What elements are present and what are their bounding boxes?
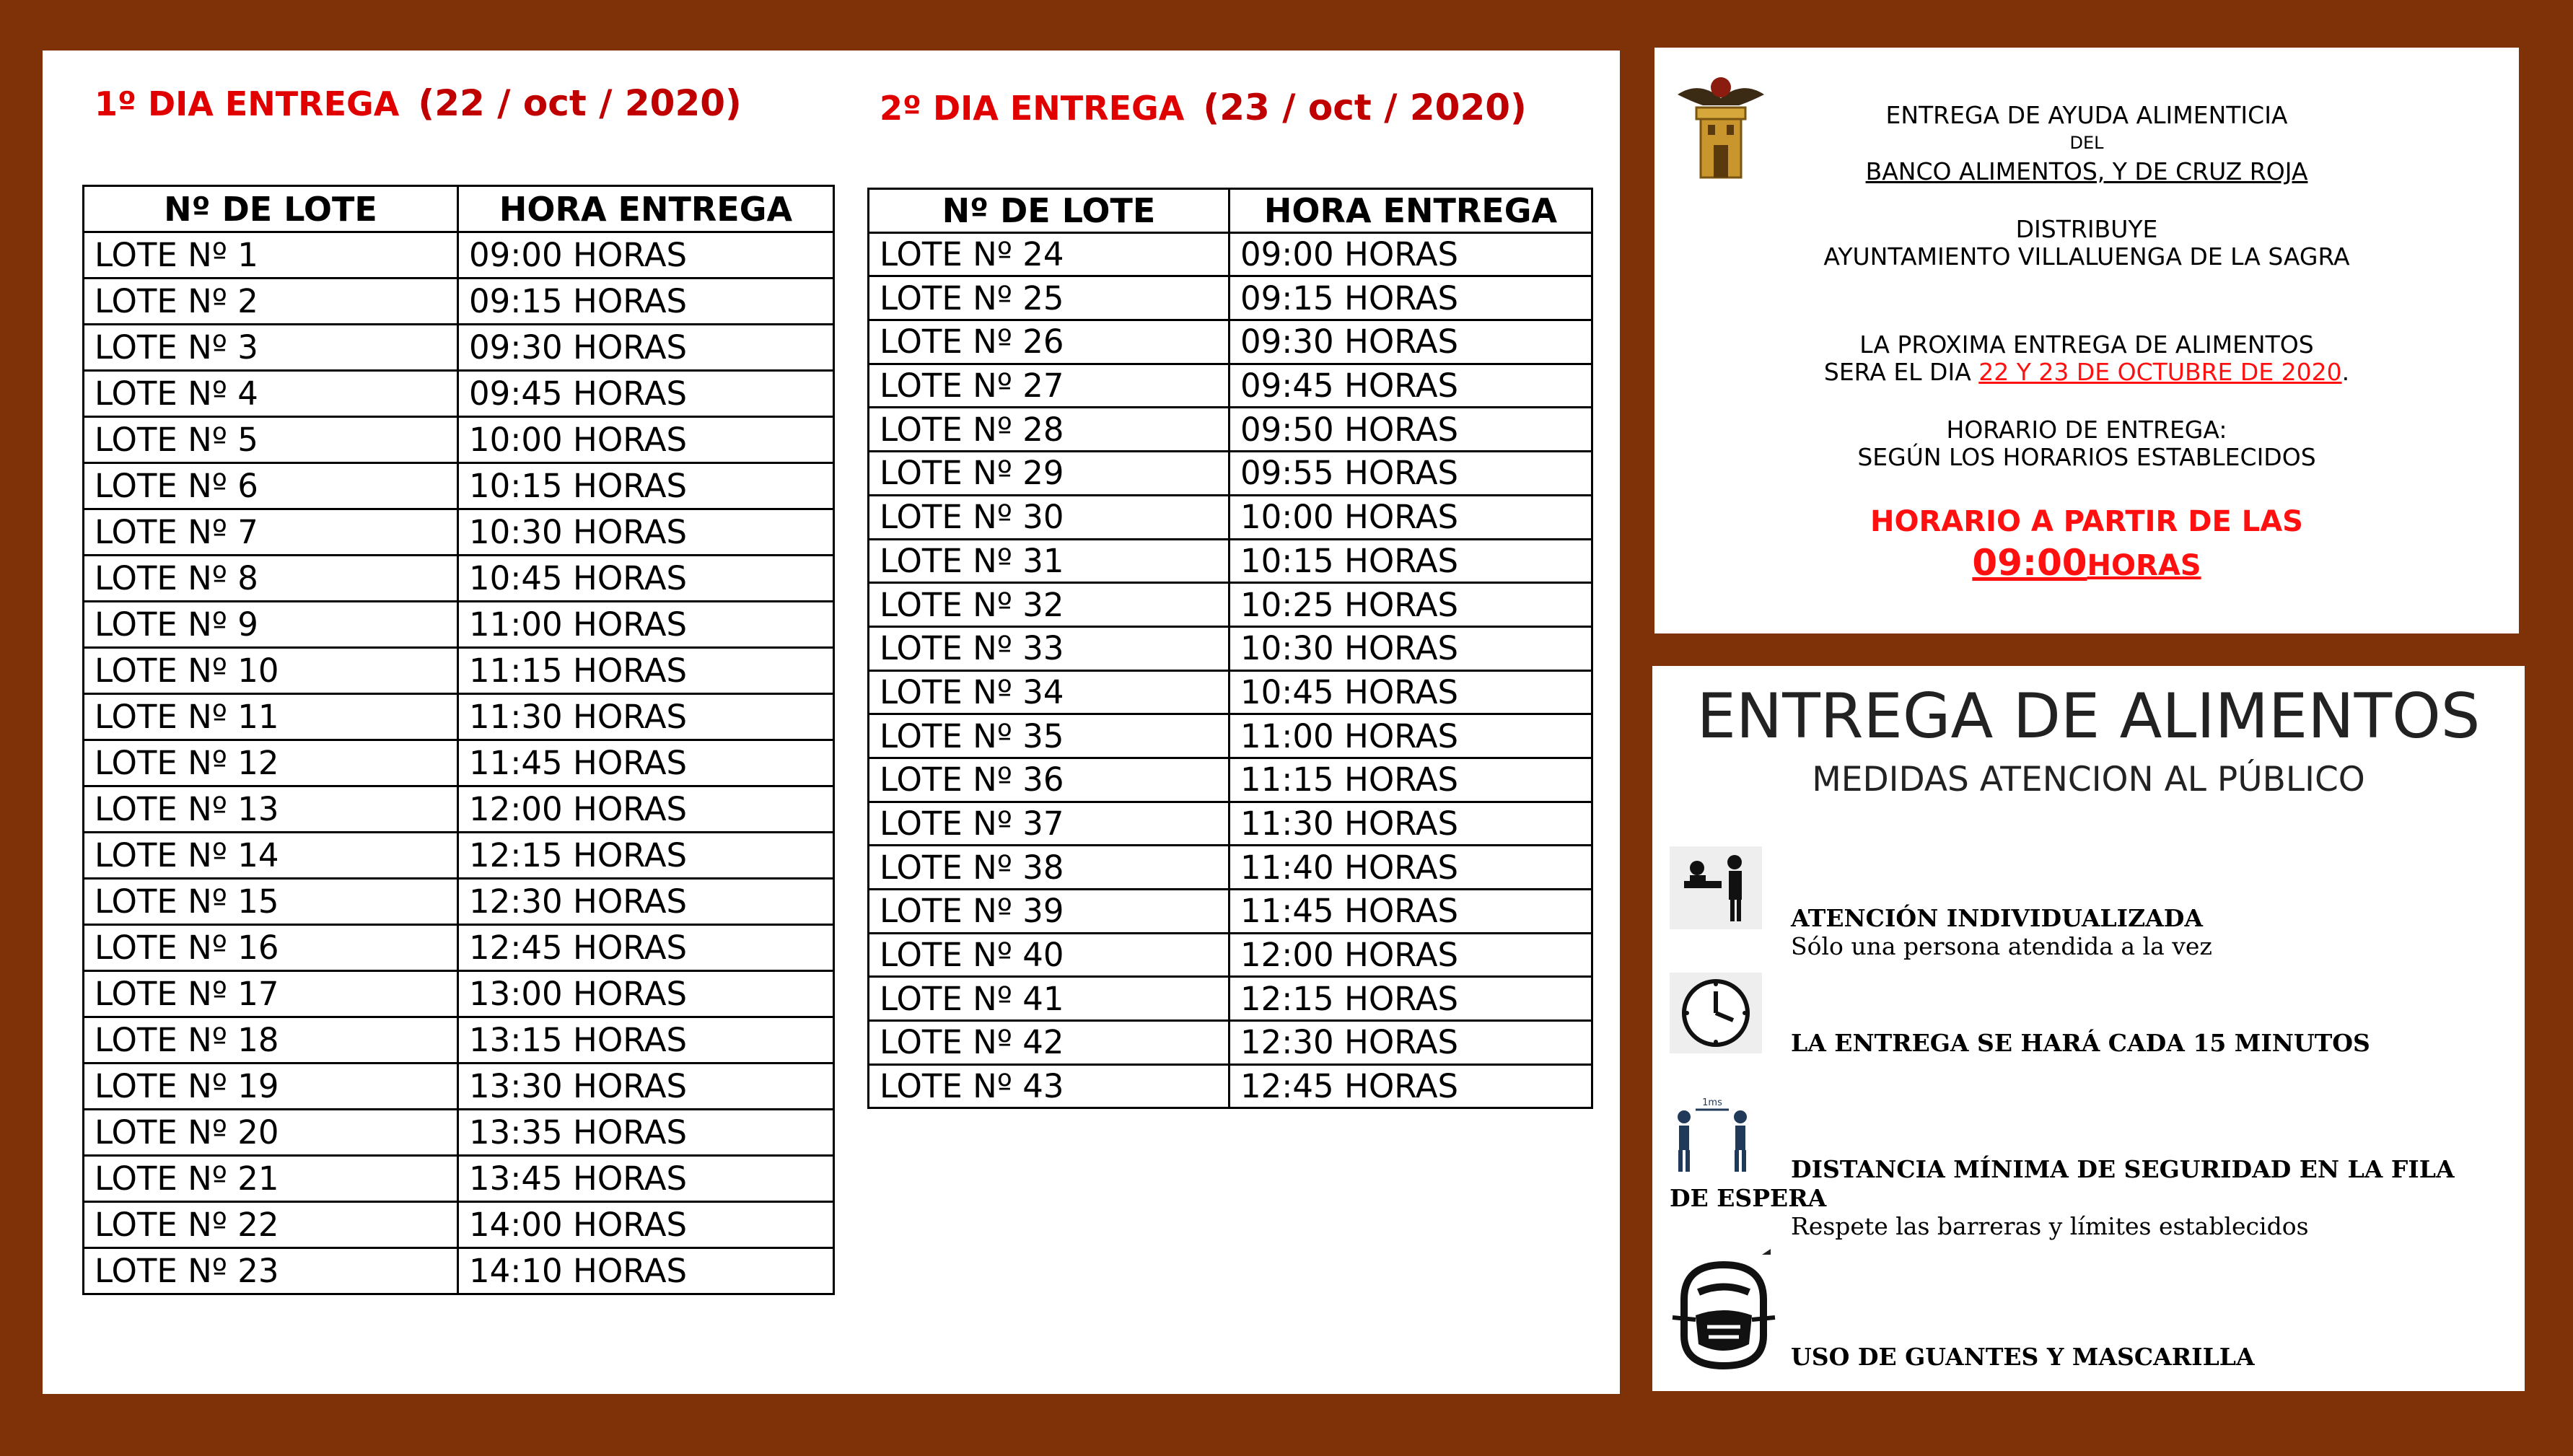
day2-label: 2º DIA ENTREGA bbox=[880, 89, 1185, 128]
table-row bbox=[84, 417, 834, 463]
hora-cell: 11:15 HORAS bbox=[1229, 758, 1592, 802]
lote-cell: LOTE Nº 35 bbox=[869, 714, 1229, 758]
table-row bbox=[84, 1248, 834, 1294]
hora-cell: 11:30 HORAS bbox=[458, 694, 834, 740]
table-row bbox=[84, 1202, 834, 1248]
lote-cell: LOTE Nº 36 bbox=[869, 758, 1229, 802]
lote-cell: LOTE Nº 7 bbox=[84, 509, 458, 556]
lote-cell: LOTE Nº 22 bbox=[84, 1202, 458, 1248]
lote-cell: LOTE Nº 27 bbox=[869, 364, 1229, 408]
hora-cell: 09:45 HORAS bbox=[458, 371, 834, 417]
table-row bbox=[869, 583, 1592, 627]
table-row bbox=[84, 971, 834, 1017]
info-panel bbox=[1654, 48, 2519, 633]
rules-subtitle: MEDIDAS ATENCION AL PÚBLICO bbox=[1812, 760, 2365, 799]
lote-cell: LOTE Nº 26 bbox=[869, 320, 1229, 364]
lote-cell: LOTE Nº 19 bbox=[84, 1064, 458, 1110]
start-time-label: HORARIO A PARTIR DE LAS bbox=[1870, 505, 2303, 538]
day1-date: (22 / oct / 2020) bbox=[418, 82, 742, 124]
lote-cell: LOTE Nº 38 bbox=[869, 846, 1229, 890]
table-row bbox=[84, 463, 834, 509]
hora-cell: 12:30 HORAS bbox=[1229, 1021, 1592, 1065]
table-row bbox=[869, 232, 1592, 276]
day1-label: 1º DIA ENTREGA bbox=[95, 84, 400, 123]
hora-cell: 12:30 HORAS bbox=[458, 879, 834, 925]
table-row bbox=[869, 846, 1592, 890]
schedule-panel bbox=[43, 51, 1620, 1394]
rule-4-title: USO DE GUANTES Y MASCARILLA bbox=[1791, 1343, 2255, 1371]
table-row bbox=[869, 408, 1592, 452]
day2-title bbox=[880, 87, 1527, 128]
lote-cell: LOTE Nº 39 bbox=[869, 890, 1229, 934]
table-row bbox=[84, 740, 834, 786]
table-row bbox=[84, 371, 834, 417]
table-row bbox=[84, 879, 834, 925]
table-row bbox=[84, 325, 834, 371]
hora-cell: 12:00 HORAS bbox=[458, 786, 834, 833]
hora-cell: 13:45 HORAS bbox=[458, 1156, 834, 1202]
hora-cell: 11:00 HORAS bbox=[1229, 714, 1592, 758]
rule-3-text: Respete las barreras y límites establecidos bbox=[1791, 1212, 2309, 1240]
table-row bbox=[869, 626, 1592, 670]
distance-label: 1ms bbox=[1702, 1097, 1722, 1108]
start-time-value: 09:00 bbox=[1972, 542, 2087, 584]
hora-cell: 12:45 HORAS bbox=[458, 925, 834, 971]
table-row bbox=[869, 495, 1592, 539]
lote-cell: LOTE Nº 15 bbox=[84, 879, 458, 925]
table-row bbox=[869, 890, 1592, 934]
table-row bbox=[869, 670, 1592, 714]
lote-cell: LOTE Nº 6 bbox=[84, 463, 458, 509]
hora-cell: 09:00 HORAS bbox=[458, 232, 834, 279]
day1-title bbox=[95, 82, 742, 124]
lote-cell: LOTE Nº 42 bbox=[869, 1021, 1229, 1065]
table-row bbox=[84, 1017, 834, 1064]
table-row bbox=[84, 279, 834, 325]
hora-cell: 12:00 HORAS bbox=[1229, 933, 1592, 977]
table-row bbox=[869, 539, 1592, 583]
lote-cell: LOTE Nº 16 bbox=[84, 925, 458, 971]
table-row bbox=[84, 232, 834, 279]
hora-column-header: HORA ENTREGA bbox=[458, 186, 834, 232]
lote-cell: LOTE Nº 43 bbox=[869, 1064, 1229, 1108]
info-line-7-prefix: SERA EL DIA bbox=[1823, 358, 1979, 386]
clock-icon bbox=[1670, 973, 1762, 1053]
table-row bbox=[869, 276, 1592, 320]
lote-cell: LOTE Nº 24 bbox=[869, 232, 1229, 276]
day1-schedule-table bbox=[82, 185, 835, 1295]
lote-cell: LOTE Nº 28 bbox=[869, 408, 1229, 452]
table-row bbox=[84, 1064, 834, 1110]
delivery-dates: 22 Y 23 DE OCTUBRE DE 2020 bbox=[1978, 358, 2342, 386]
info-line-6: LA PROXIMA ENTREGA DE ALIMENTOS bbox=[1859, 330, 2314, 359]
hora-cell: 11:40 HORAS bbox=[1229, 846, 1592, 890]
rule-1-text: Sólo una persona atendida a la vez bbox=[1791, 932, 2212, 960]
info-line-7-suffix: . bbox=[2341, 358, 2350, 386]
hora-cell: 10:00 HORAS bbox=[1229, 495, 1592, 539]
rules-title: ENTREGA DE ALIMENTOS bbox=[1696, 680, 2481, 753]
table-row bbox=[869, 977, 1592, 1021]
day2-date: (23 / oct / 2020) bbox=[1203, 87, 1527, 128]
lote-cell: LOTE Nº 3 bbox=[84, 325, 458, 371]
lote-cell: LOTE Nº 17 bbox=[84, 971, 458, 1017]
lote-column-header: Nº DE LOTE bbox=[869, 189, 1229, 233]
lote-cell: LOTE Nº 25 bbox=[869, 276, 1229, 320]
hora-cell: 13:30 HORAS bbox=[458, 1064, 834, 1110]
hora-cell: 09:00 HORAS bbox=[1229, 232, 1592, 276]
table-row bbox=[869, 758, 1592, 802]
lote-cell: LOTE Nº 31 bbox=[869, 539, 1229, 583]
hora-cell: 11:15 HORAS bbox=[458, 648, 834, 694]
hora-cell: 09:30 HORAS bbox=[458, 325, 834, 371]
table-row bbox=[869, 714, 1592, 758]
hora-cell: 11:30 HORAS bbox=[1229, 802, 1592, 846]
table-row bbox=[869, 364, 1592, 408]
info-line-7 bbox=[1654, 358, 2519, 386]
lote-cell: LOTE Nº 37 bbox=[869, 802, 1229, 846]
rule-3-title-cont: DE ESPERA bbox=[1670, 1184, 1827, 1212]
lote-cell: LOTE Nº 9 bbox=[84, 602, 458, 648]
lote-cell: LOTE Nº 2 bbox=[84, 279, 458, 325]
table-row bbox=[869, 452, 1592, 496]
hora-cell: 09:45 HORAS bbox=[1229, 364, 1592, 408]
lote-cell: LOTE Nº 5 bbox=[84, 417, 458, 463]
hora-cell: 13:15 HORAS bbox=[458, 1017, 834, 1064]
table-row bbox=[84, 556, 834, 602]
table-row bbox=[869, 320, 1592, 364]
hora-cell: 10:30 HORAS bbox=[458, 509, 834, 556]
hora-cell: 09:55 HORAS bbox=[1229, 452, 1592, 496]
start-time bbox=[1654, 542, 2519, 584]
info-line-8: HORARIO DE ENTREGA: bbox=[1946, 416, 2227, 444]
lote-cell: LOTE Nº 40 bbox=[869, 933, 1229, 977]
hora-cell: 12:45 HORAS bbox=[1229, 1064, 1592, 1108]
service-desk-icon bbox=[1670, 846, 1762, 929]
lote-cell: LOTE Nº 1 bbox=[84, 232, 458, 279]
lote-cell: LOTE Nº 4 bbox=[84, 371, 458, 417]
hora-cell: 13:00 HORAS bbox=[458, 971, 834, 1017]
lote-cell: LOTE Nº 34 bbox=[869, 670, 1229, 714]
info-line-9: SEGÚN LOS HORARIOS ESTABLECIDOS bbox=[1857, 443, 2316, 471]
rule-2-title: LA ENTREGA SE HARÁ CADA 15 MINUTOS bbox=[1791, 1029, 2370, 1057]
lote-cell: LOTE Nº 29 bbox=[869, 452, 1229, 496]
hora-cell: 10:45 HORAS bbox=[1229, 670, 1592, 714]
hora-cell: 14:00 HORAS bbox=[458, 1202, 834, 1248]
hora-cell: 12:15 HORAS bbox=[458, 833, 834, 879]
lote-cell: LOTE Nº 33 bbox=[869, 626, 1229, 670]
lote-column-header: Nº DE LOTE bbox=[84, 186, 458, 232]
hora-cell: 14:10 HORAS bbox=[458, 1248, 834, 1294]
hora-cell: 10:30 HORAS bbox=[1229, 626, 1592, 670]
hora-cell: 10:15 HORAS bbox=[1229, 539, 1592, 583]
lote-cell: LOTE Nº 23 bbox=[84, 1248, 458, 1294]
hora-cell: 09:15 HORAS bbox=[1229, 276, 1592, 320]
hora-column-header: HORA ENTREGA bbox=[1229, 189, 1592, 233]
lote-cell: LOTE Nº 14 bbox=[84, 833, 458, 879]
hora-cell: 10:45 HORAS bbox=[458, 556, 834, 602]
lote-cell: LOTE Nº 20 bbox=[84, 1110, 458, 1156]
hora-cell: 12:15 HORAS bbox=[1229, 977, 1592, 1021]
table-row bbox=[84, 833, 834, 879]
info-line-4: DISTRIBUYE bbox=[2015, 215, 2158, 243]
hora-cell: 10:00 HORAS bbox=[458, 417, 834, 463]
lote-cell: LOTE Nº 30 bbox=[869, 495, 1229, 539]
table-row bbox=[84, 786, 834, 833]
hora-cell: 09:15 HORAS bbox=[458, 279, 834, 325]
lote-cell: LOTE Nº 21 bbox=[84, 1156, 458, 1202]
hora-cell: 10:15 HORAS bbox=[458, 463, 834, 509]
info-line-2: DEL bbox=[2069, 133, 2104, 153]
table-row bbox=[84, 1110, 834, 1156]
hora-cell: 11:45 HORAS bbox=[458, 740, 834, 786]
table-row bbox=[84, 694, 834, 740]
table-row bbox=[84, 925, 834, 971]
lote-cell: LOTE Nº 41 bbox=[869, 977, 1229, 1021]
table-row bbox=[869, 1021, 1592, 1065]
hora-cell: 09:50 HORAS bbox=[1229, 408, 1592, 452]
table-row bbox=[84, 648, 834, 694]
mask-icon bbox=[1670, 1249, 1778, 1372]
info-line-1: ENTREGA DE AYUDA ALIMENTICIA bbox=[1885, 101, 2288, 129]
start-time-unit: HORAS bbox=[2087, 549, 2201, 582]
hora-cell: 13:35 HORAS bbox=[458, 1110, 834, 1156]
hora-cell: 11:45 HORAS bbox=[1229, 890, 1592, 934]
table-header-row bbox=[84, 186, 834, 232]
lote-cell: LOTE Nº 10 bbox=[84, 648, 458, 694]
info-line-3-wrap bbox=[1654, 157, 2519, 185]
hora-cell: 09:30 HORAS bbox=[1229, 320, 1592, 364]
info-line-5: AYUNTAMIENTO VILLALUENGA DE LA SAGRA bbox=[1823, 242, 2350, 271]
info-line-3: BANCO ALIMENTOS, Y DE CRUZ ROJA bbox=[1865, 157, 2308, 185]
table-row bbox=[84, 1156, 834, 1202]
lote-cell: LOTE Nº 32 bbox=[869, 583, 1229, 627]
table-row bbox=[869, 933, 1592, 977]
day2-schedule-table bbox=[867, 188, 1593, 1109]
rules-panel bbox=[1652, 666, 2525, 1391]
hora-cell: 10:25 HORAS bbox=[1229, 583, 1592, 627]
table-row bbox=[869, 1064, 1592, 1108]
hora-cell: 11:00 HORAS bbox=[458, 602, 834, 648]
distance-icon bbox=[1670, 1095, 1763, 1176]
lote-cell: LOTE Nº 11 bbox=[84, 694, 458, 740]
table-row bbox=[84, 509, 834, 556]
table-row bbox=[869, 802, 1592, 846]
lote-cell: LOTE Nº 13 bbox=[84, 786, 458, 833]
table-row bbox=[84, 602, 834, 648]
lote-cell: LOTE Nº 18 bbox=[84, 1017, 458, 1064]
lote-cell: LOTE Nº 8 bbox=[84, 556, 458, 602]
table-header-row bbox=[869, 189, 1592, 233]
rule-1-title: ATENCIÓN INDIVIDUALIZADA bbox=[1791, 904, 2204, 932]
lote-cell: LOTE Nº 12 bbox=[84, 740, 458, 786]
rule-3-title: DISTANCIA MÍNIMA DE SEGURIDAD EN LA FILA bbox=[1791, 1155, 2455, 1183]
